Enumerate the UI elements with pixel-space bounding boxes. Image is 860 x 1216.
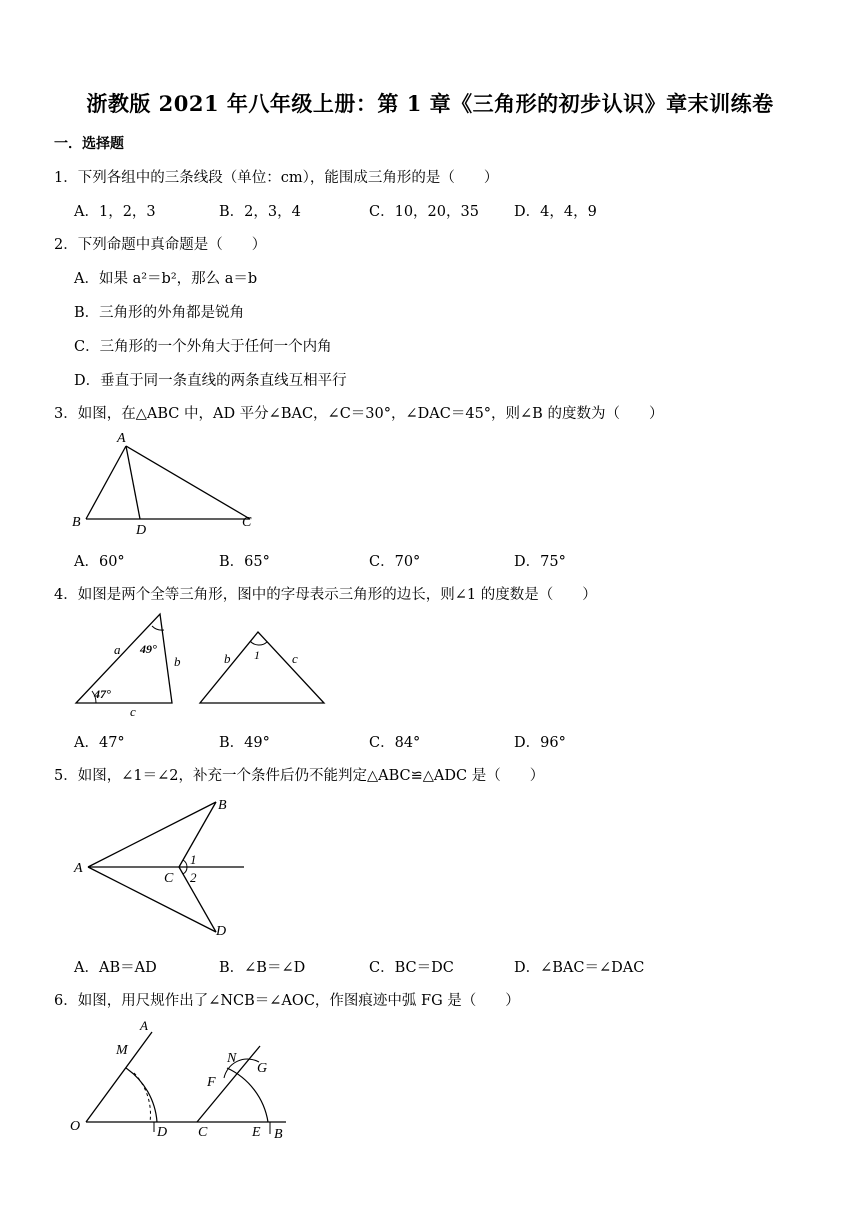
q6-label-a: A (140, 1018, 148, 1033)
q5-option-d: D．∠BAC＝∠DAC (514, 960, 645, 976)
q3-triangle-figure (64, 428, 264, 540)
q4-congruent-triangles-figure (70, 608, 340, 723)
q3-option-a: A．60° (74, 554, 125, 570)
q4-option-d: D．96° (514, 735, 566, 751)
q3-label-c: C (242, 515, 252, 530)
q6-label-b: B (274, 1127, 283, 1142)
q5-label-a: A (74, 861, 83, 876)
q4-label-b: b (174, 654, 181, 669)
q6-label-m: M (116, 1043, 128, 1058)
q3-label-b: B (72, 515, 81, 530)
q4-label-a: a (114, 642, 121, 657)
q5-option-c: C．BC＝DC (369, 960, 454, 976)
q3-option-b: B．65° (219, 554, 270, 570)
q4-label-b2: b (224, 651, 231, 666)
q6-construction-figure (64, 1018, 304, 1146)
q6-label-d: D (157, 1125, 168, 1140)
q5-label-c: C (164, 871, 174, 886)
q6-label-e: E (252, 1125, 261, 1140)
question-4-stem: 4．如图是两个全等三角形，图中的字母表示三角形的边长，则∠1 的度数是（ ） (54, 587, 597, 603)
q4-label-c: c (130, 704, 136, 719)
page-title: 浙教版 2021 年八年级上册：第 1 章《三角形的初步认识》章末训练卷 (86, 91, 774, 116)
q4-option-a: A．47° (74, 735, 125, 751)
q3-option-d: D．75° (514, 554, 566, 570)
q4-option-b: B．49° (219, 735, 270, 751)
q1-option-a: A．1，2，3 (74, 204, 156, 220)
question-3-stem: 3．如图，在△ABC 中，AD 平分∠BAC，∠C＝30°，∠DAC＝45°，则∠B 的度数为（ ） (54, 406, 664, 422)
q2-option-d: D．垂直于同一条直线的两条直线互相平行 (74, 373, 347, 389)
question-2-stem: 2．下列命题中真命题是（ ） (54, 237, 267, 253)
q1-option-d: D．4，4，9 (514, 204, 597, 220)
q3-option-c: C．70° (369, 554, 421, 570)
q1-option-b: B．2，3，4 (219, 204, 301, 220)
section-heading: 一．选择题 (54, 136, 124, 152)
q5-option-b: B．∠B＝∠D (219, 960, 306, 976)
question-5-stem: 5．如图，∠1＝∠2，补充一个条件后仍不能判定△ABC≌△ADC 是（ ） (54, 768, 545, 784)
q6-label-o: O (70, 1119, 81, 1134)
q2-option-c: C．三角形的一个外角大于任何一个内角 (74, 339, 332, 355)
question-1-stem: 1．下列各组中的三条线段（单位：cm），能围成三角形的是（ ） (54, 170, 499, 186)
q4-label-angle-1: 1 (254, 648, 260, 662)
q4-label-47: 47° (94, 687, 111, 701)
q2-option-b: B．三角形的外角都是锐角 (74, 305, 245, 321)
q6-label-c: C (198, 1125, 208, 1140)
q6-label-f: F (207, 1075, 216, 1090)
question-6-stem: 6．如图，用尺规作出了∠NCB＝∠AOC，作图痕迹中弧 FG 是（ ） (54, 993, 520, 1009)
q6-label-g: G (257, 1061, 268, 1076)
q5-option-a: A．AB＝AD (74, 960, 157, 976)
q1-option-c: C．10，20，35 (369, 204, 479, 220)
q2-option-a: A．如果 a²＝b²，那么 a＝b (74, 271, 258, 287)
q3-label-a: A (117, 431, 126, 446)
q3-label-d: D (136, 523, 147, 538)
q5-label-angle-1: 1 (190, 852, 197, 867)
q4-label-49: 49° (140, 642, 157, 656)
q6-label-n: N (227, 1051, 237, 1066)
q4-option-c: C．84° (369, 735, 421, 751)
q5-label-b: B (218, 798, 227, 813)
q5-figure (70, 792, 260, 944)
q4-label-c2: c (292, 651, 298, 666)
q5-label-d: D (216, 924, 227, 939)
q5-label-angle-2: 2 (190, 870, 197, 885)
